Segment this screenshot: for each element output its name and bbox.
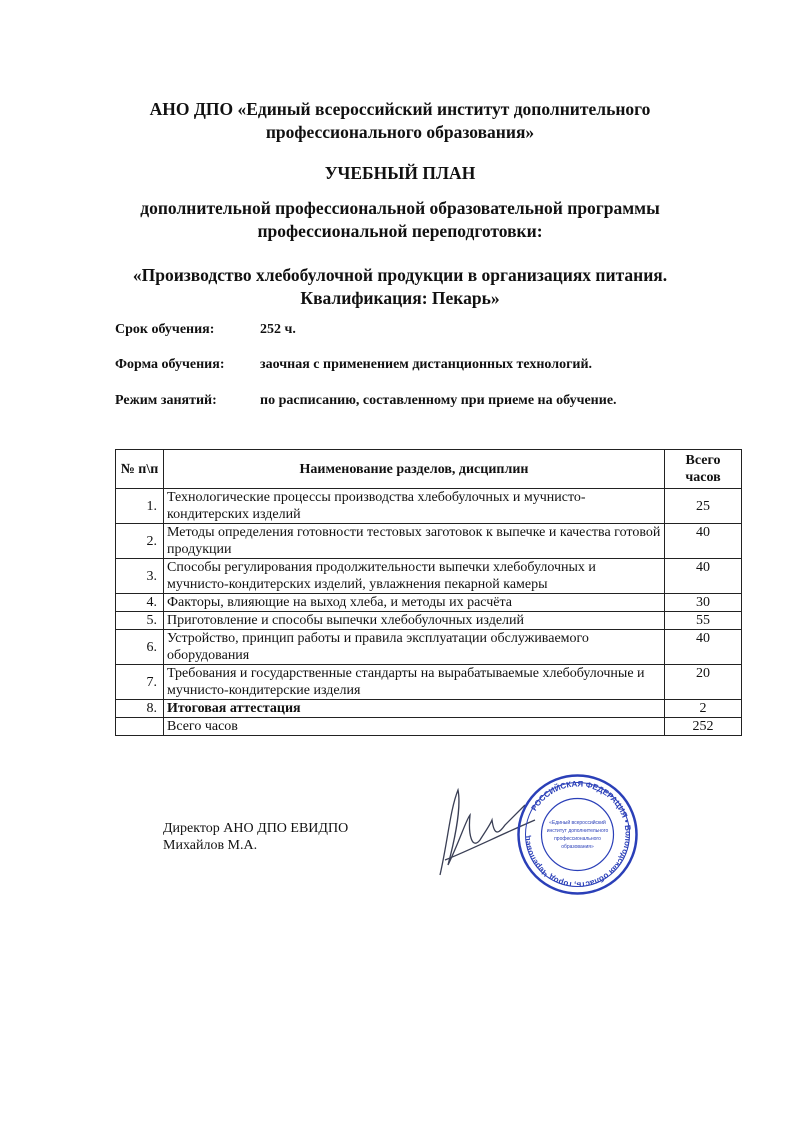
header-num: № п\п [116, 450, 164, 489]
row-num: 2. [116, 524, 164, 559]
table-row [116, 594, 742, 612]
table-row [116, 612, 742, 630]
program-line-1: «Производство хлебобулочной продукции в организациях питания. [132, 265, 668, 285]
subtitle-line-1: дополнительной профессиональной образовательной программы [140, 198, 660, 218]
table-row [116, 524, 742, 559]
row-name: Итоговая аттестация [164, 700, 665, 718]
meta-label: Срок обучения: [115, 322, 215, 337]
table-row [116, 700, 742, 718]
row-hours: 20 [665, 665, 742, 700]
organization-name [0, 98, 800, 144]
row-hours: 2 [665, 700, 742, 718]
meta-schedule [115, 393, 617, 409]
row-num: 4. [116, 594, 164, 612]
total-num [116, 718, 164, 736]
row-hours: 55 [665, 612, 742, 630]
row-num: 7. [116, 665, 164, 700]
meta-duration [115, 322, 296, 338]
total-hours: 252 [665, 718, 742, 736]
svg-text:«Единый всероссийский: «Единый всероссийский [549, 820, 606, 826]
meta-label: Форма обучения: [115, 357, 225, 372]
row-name: Технологические процессы производства хлебобулочных и мучнисто-кондитерских изделий [164, 489, 665, 524]
header-hours [665, 450, 742, 489]
row-name: Приготовление и способы выпечки хлебобулочных изделий [164, 612, 665, 630]
meta-value: по расписанию, составленному при приеме на обучение. [260, 393, 617, 408]
svg-text:РОССИЙСКАЯ ФЕДЕРАЦИЯ • Вологод: РОССИЙСКАЯ ФЕДЕРАЦИЯ • Вологодская область, город Череповец [522, 779, 633, 890]
meta-label: Режим занятий: [115, 393, 217, 408]
program-name [0, 264, 800, 310]
row-name: Устройство, принцип работы и правила эксплуатации обслуживаемого оборудования [164, 630, 665, 665]
signatory-position: Директор АНО ДПО ЕВИДПО [163, 821, 349, 836]
row-num: 3. [116, 559, 164, 594]
row-name: Требования и государственные стандарты на вырабатываемые хлебобулочные и мучнисто-кондитерские изделия [164, 665, 665, 700]
svg-text:профессионального: профессионального [554, 836, 601, 842]
total-label: Всего часов [164, 718, 665, 736]
row-num: 5. [116, 612, 164, 630]
table-row [116, 489, 742, 524]
program-line-2: Квалификация: Пекарь» [300, 288, 500, 308]
header-hours-line1: Всего [685, 453, 721, 468]
table-row [116, 559, 742, 594]
table-total-row [116, 718, 742, 736]
row-hours: 40 [665, 630, 742, 665]
row-hours: 30 [665, 594, 742, 612]
table-row [116, 630, 742, 665]
table-header-row [116, 450, 742, 489]
org-line-1: АНО ДПО «Единый всероссийский институт дополнительного [149, 99, 651, 119]
meta-value: 252 ч. [260, 322, 296, 337]
row-hours: 40 [665, 524, 742, 559]
official-stamp-icon [515, 772, 640, 897]
document-title: УЧЕБНЫЙ ПЛАН [324, 163, 476, 183]
row-hours: 25 [665, 489, 742, 524]
signatory [163, 820, 348, 854]
row-hours: 40 [665, 559, 742, 594]
curriculum-table [115, 449, 742, 736]
svg-text:институт дополнительного: институт дополнительного [546, 828, 609, 834]
document-subtitle [0, 197, 800, 243]
header-name: Наименование разделов, дисциплин [164, 450, 665, 489]
row-num: 6. [116, 630, 164, 665]
row-name: Факторы, влияющие на выход хлеба, и методы их расчёта [164, 594, 665, 612]
row-num: 1. [116, 489, 164, 524]
org-line-2: профессионального образования» [265, 122, 535, 142]
meta-value: заочная с применением дистанционных технологий. [260, 357, 593, 372]
table-row [116, 665, 742, 700]
row-num: 8. [116, 700, 164, 718]
header-hours-line2: часов [685, 470, 721, 485]
meta-form [115, 357, 592, 373]
subtitle-line-2: профессиональной переподготовки: [257, 221, 543, 241]
row-name: Методы определения готовности тестовых заготовок к выпечке и качества готовой продукции [164, 524, 665, 559]
row-name: Способы регулирования продолжительности выпечки хлебобулочных и мучнисто-кондитерских изделий, увлажнения пекарной камеры [164, 559, 665, 594]
svg-text:образования»: образования» [561, 844, 594, 850]
signatory-name: Михайлов М.А. [163, 838, 258, 853]
